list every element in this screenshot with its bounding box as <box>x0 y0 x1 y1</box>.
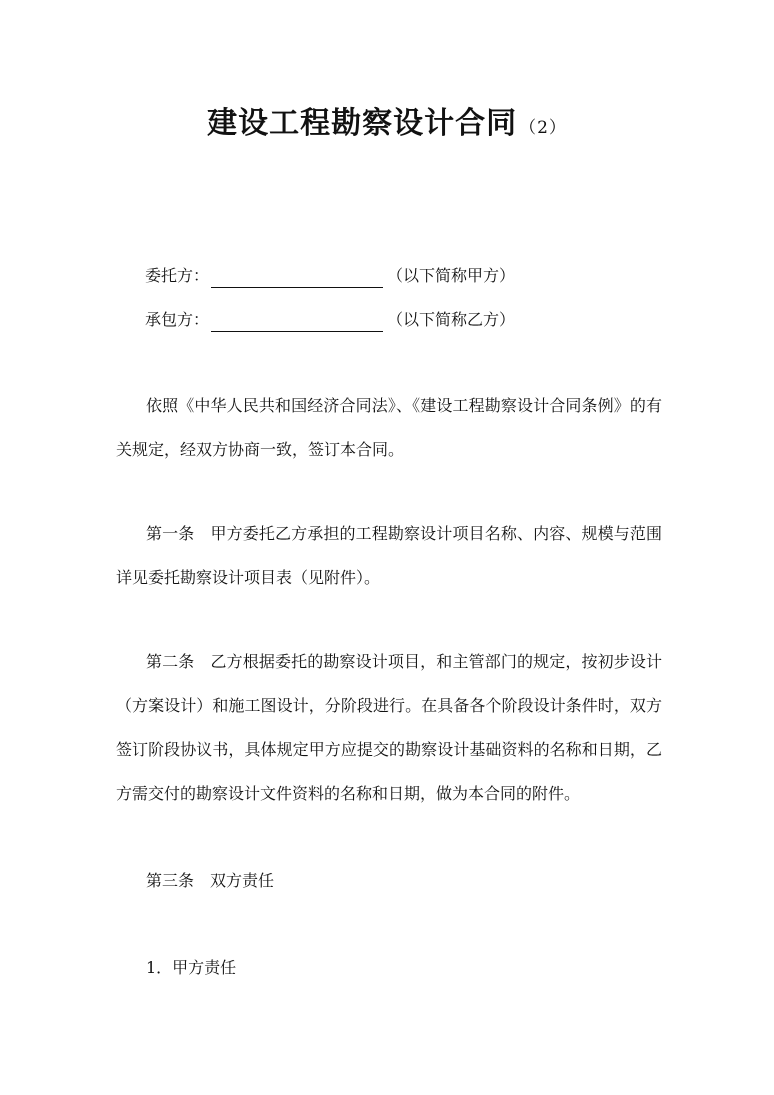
article-1 <box>116 512 662 600</box>
title-number: （2） <box>519 118 567 138</box>
contractor-name-blank <box>211 311 383 332</box>
article-2-text: 乙方根据委托的勘察设计项目，和主管部门的规定，按初步设计（方案设计）和施工图设计，分阶段进行。在具备各个阶段设计条件时，双方签订阶段协议书，具体规定甲方应提交的勘察设计基础资料的名称和日期，乙方需交付的勘察设计文件资料的名称和日期，做为本合同的附件。 <box>116 652 662 803</box>
page-title <box>0 100 774 152</box>
section-1-text: 1．甲方责任 <box>146 958 237 977</box>
contractor-note: （以下简称乙方） <box>387 310 516 329</box>
client-line <box>145 264 515 288</box>
contractor-label: 承包方： <box>145 310 210 329</box>
intro-paragraph <box>116 384 662 472</box>
client-note: （以下简称甲方） <box>387 266 516 285</box>
contractor-line <box>145 308 515 332</box>
article-1-text: 甲方委托乙方承担的工程勘察设计项目名称、内容、规模与范围详见委托勘察设计项目表（见附件）。 <box>116 524 662 587</box>
intro-text: 依照《中华人民共和国经济合同法》、《建设工程勘察设计合同条例》的有关规定，经双方协商一致，签订本合同。 <box>116 396 662 459</box>
article-3-label: 第三条 <box>146 871 195 890</box>
article-1-label: 第一条 <box>146 524 195 543</box>
client-name-blank <box>211 267 383 288</box>
article-3-heading <box>146 869 274 893</box>
client-label: 委托方： <box>145 266 210 285</box>
article-2 <box>116 640 662 816</box>
section-1-heading <box>146 956 236 980</box>
article-2-label: 第二条 <box>146 652 195 671</box>
article-3-text: 双方责任 <box>210 871 275 890</box>
title-text: 建设工程勘察设计合同 <box>207 106 518 141</box>
